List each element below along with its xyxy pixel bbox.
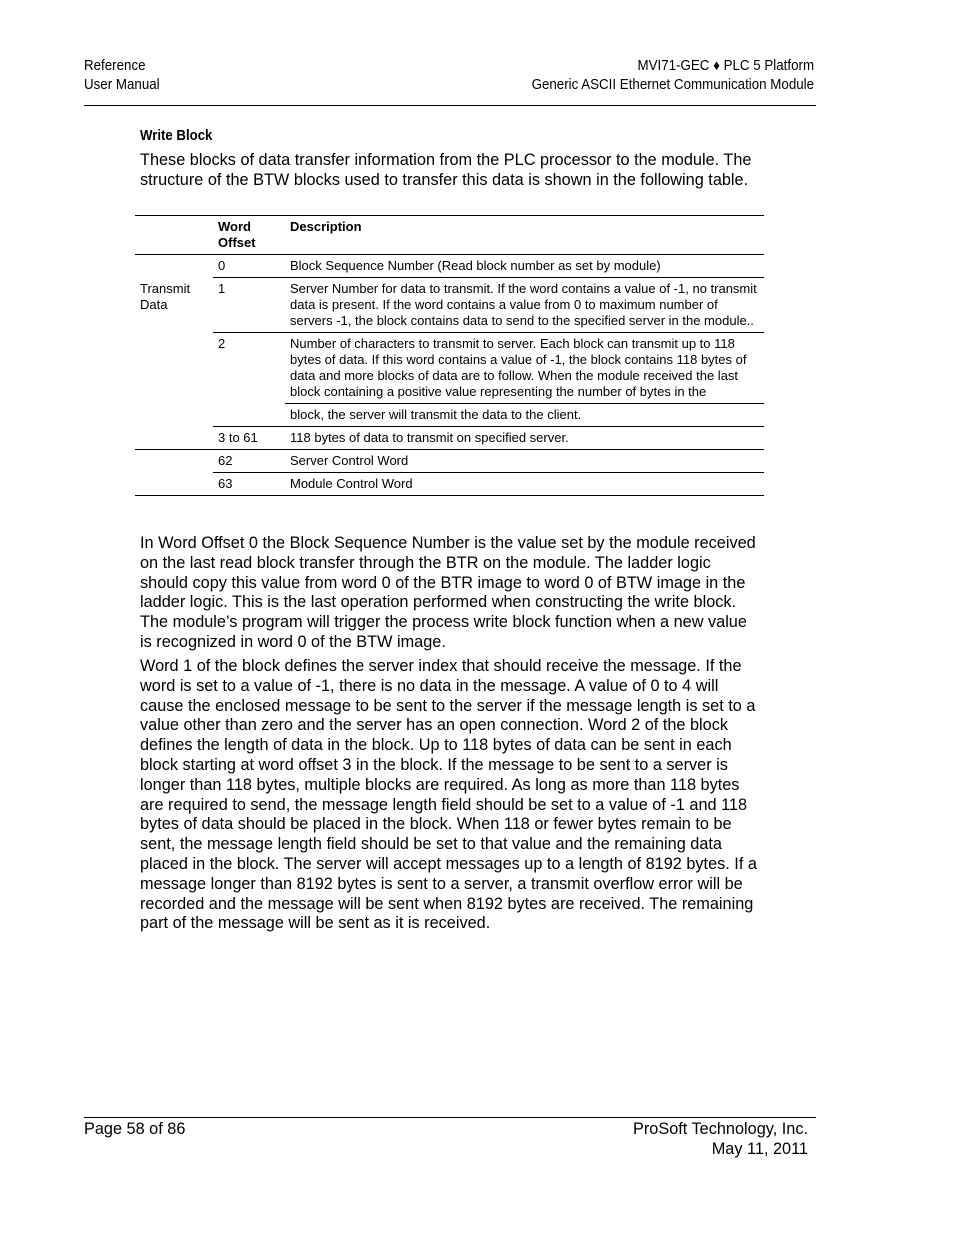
- header-offset-line2: Offset: [218, 235, 256, 250]
- group-label-line1: Transmit: [140, 280, 191, 296]
- table-cell-offset: [213, 404, 285, 427]
- table-header-group: [135, 216, 213, 255]
- header-right: [531, 57, 814, 95]
- table-cell-group-transmit: [135, 278, 213, 450]
- table-cell-offset: 62: [213, 450, 285, 473]
- section-title: Write Block: [140, 127, 213, 144]
- body-paragraph-sequence-number: In Word Offset 0 the Block Sequence Number is the value set by the module received on the last read block transfer through the BTR on the module. The ladder logic should copy this value from word 0 of the BTR image to word 0 of BTW image in the ladder logic. This is the last operation performed when constructing the write block. The module’s program will trigger the process write block function when a new value is recognized in word 0 of the BTW image.: [140, 534, 756, 651]
- table-row: [135, 333, 764, 404]
- table-cell-offset: 63: [213, 473, 285, 496]
- table-cell-group: [135, 255, 213, 278]
- table-header-row: [135, 216, 764, 255]
- table-cell-description: Module Control Word: [285, 473, 764, 496]
- footer-page-number: Page 58 of 86: [84, 1120, 186, 1138]
- table-cell-offset: 0: [213, 255, 285, 278]
- table-cell-description: block, the server will transmit the data to the client.: [285, 404, 764, 427]
- table-cell-description: 118 bytes of data to transmit on specified server.: [285, 427, 764, 450]
- table-cell-description: Block Sequence Number (Read block number as set by module): [285, 255, 764, 278]
- table-cell-description: Server Control Word: [285, 450, 764, 473]
- table-cell-offset: 3 to 61: [213, 427, 285, 450]
- intro-paragraph: These blocks of data transfer information from the PLC processor to the module. The structure of the BTW blocks used to transfer this data is shown in the following table.: [140, 151, 752, 189]
- table-cell-description: Server Number for data to transmit. If the word contains a value of -1, no transmit data is present. If the word contains a value from 0 to maximum number of servers -1, the block contains data to send to the specified server in the module..: [285, 278, 764, 333]
- table-header-description: Description: [285, 216, 764, 255]
- footer-right: [633, 1120, 808, 1160]
- table-row: [135, 255, 764, 278]
- footer-date: May 11, 2011: [711, 1139, 808, 1158]
- table-header-offset: [213, 216, 285, 255]
- table-cell-description: Number of characters to transmit to server. Each block can transmit up to 118 bytes of data. If this word contains a value of -1, the block contains 118 bytes of data and more blocks of data are to follow. When the module received the last block containing a positive value representing the number of bytes in the: [285, 333, 764, 404]
- group-label-line2: Data: [140, 296, 168, 312]
- header-product-description: Generic ASCII Ethernet Communication Module: [531, 77, 814, 93]
- table-row: [135, 404, 764, 427]
- table-cell-group: [135, 473, 213, 496]
- table-cell-group: [135, 450, 213, 473]
- table-row: [135, 450, 764, 473]
- header-left: [84, 57, 160, 95]
- table-row: [135, 427, 764, 450]
- header-manual-name: User Manual: [84, 77, 160, 93]
- table-cell-offset: 1: [213, 278, 285, 333]
- table-cell-offset: 2: [218, 336, 226, 351]
- body-paragraph-server-index: Word 1 of the block defines the server index that should receive the message. If the word is set to a value of -1, there is no data in the message. A value of 0 to 4 will cause the enclosed message to be sent to the server if the message length is set to a value other than zero and the server has an open connection. Word 2 of the block defines the length of data in the block. Up to 118 bytes of data can be sent in each block starting at word offset 3 in the block. If the message to be sent to a server is longer than 118 bytes, multiple blocks are required. As long as more than 118 bytes are required to send, the message length field should be set to a value of -1 and 118 bytes of data should be placed in the block. When 118 or fewer bytes remain to be sent, the message length field should be set to that value and the remaining data placed in the block. The server will accept messages up to a length of 8192 bytes. If a message longer than 8192 bytes is sent to a server, a transmit overflow error will be recorded and the message will be sent when 8192 bytes are received. The remaining part of the message will be sent as it is received.: [140, 657, 757, 933]
- header-divider: [84, 105, 816, 106]
- header-product-name: MVI71-GEC ♦ PLC 5 Platform: [637, 58, 814, 74]
- header-offset-line1: Word: [218, 219, 251, 234]
- footer-company: ProSoft Technology, Inc.: [633, 1120, 808, 1138]
- header-section-name: Reference: [84, 58, 146, 74]
- table-row: [135, 473, 764, 496]
- footer-divider: [84, 1117, 816, 1118]
- write-block-table: [135, 215, 764, 496]
- table-row: [135, 278, 764, 333]
